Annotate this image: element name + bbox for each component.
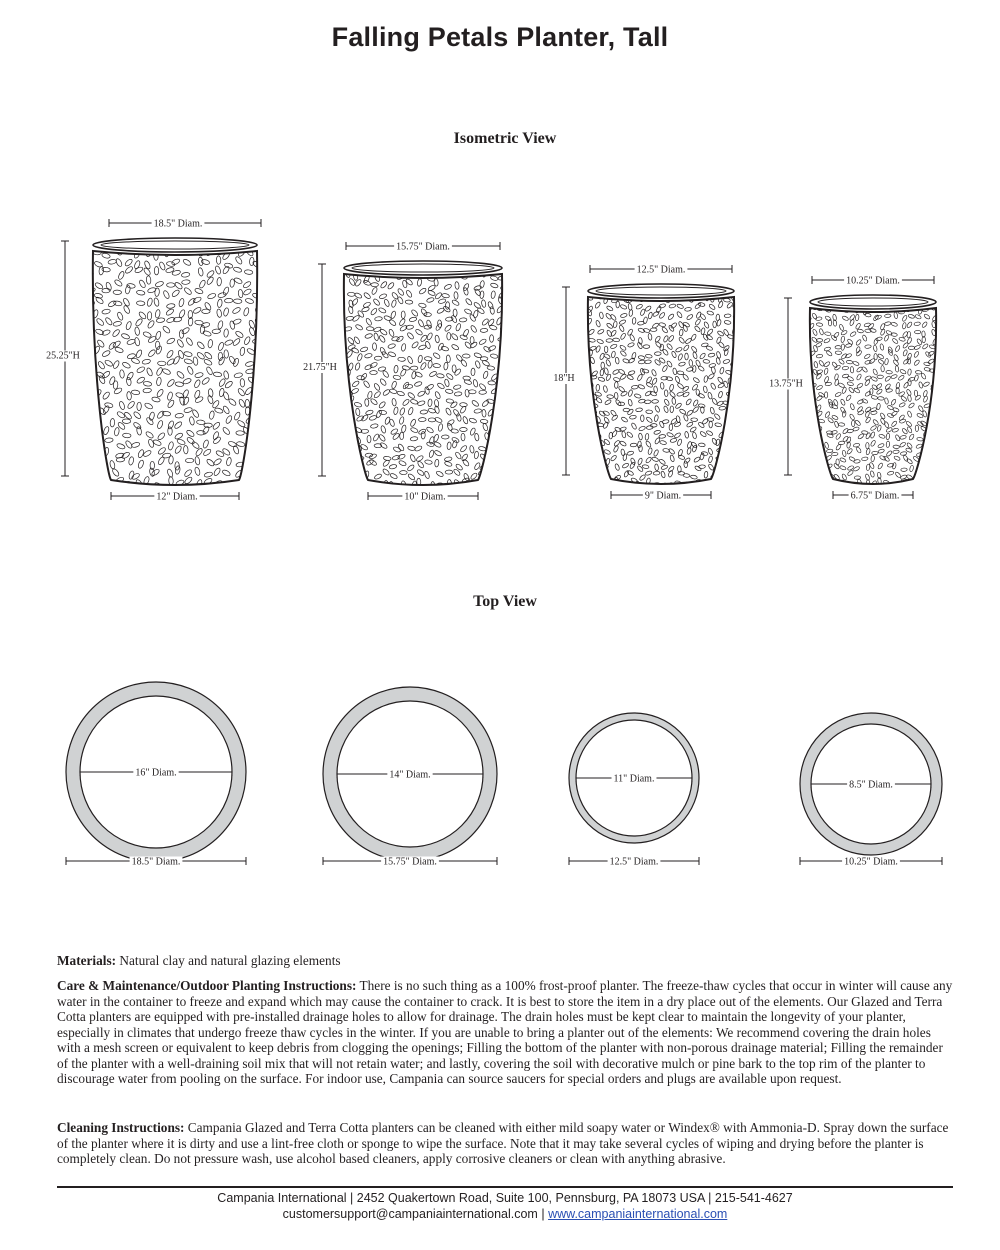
outer-diameter-label: 18.5" Diam. xyxy=(131,856,181,868)
top-diameter-label: 18.5" Diam. xyxy=(153,218,203,230)
materials-label: Materials: xyxy=(57,953,117,968)
care-text: There is no such thing as a 100% frost-proof planter. The freeze-thaw cycles that occur in winter will cause any water in the container to freeze and expand which may cause the container to crack. It is best to store the item in a dry place out of the elements. Our Glazed and Terra Cotta planters are equipped with pre-installed drainage holes to allow for drainage. The drain holes must be kept clear to maintain the longevity of your planter, especially in climates that undergo freeze thaw cycles in the winter. If you are unable to bring a planter out of the elements: We recommend covering the drain holes with a mesh screen or equivalent to keep debris from clogging the openings; Filling the bottom of the planter with non-porous drainage material; Filling the remainder of the planter with a well-draining soil mix that will not retain water; and lastly, covering the soil with decorative mulch or pine bark to the top rim of the planter to discourage water from pooling on the surface. For indoor use, Campania can source saucers for special orders and plugs are available upon request. xyxy=(57,978,953,1086)
footer-separator: | xyxy=(541,1207,545,1221)
planter-2 xyxy=(333,261,509,490)
care-label: Care & Maintenance/Outdoor Planting Instructions: xyxy=(57,978,357,993)
footer-contact xyxy=(0,1207,1000,1221)
inner-diameter-label: 8.5" Diam. xyxy=(849,779,893,791)
planter-3 xyxy=(578,284,741,490)
top-diameter-label: 12.5" Diam. xyxy=(636,264,686,276)
base-diameter-label: 9" Diam. xyxy=(644,490,682,502)
height-label: 18"H xyxy=(553,373,575,384)
top-diameter-label: 10.25" Diam. xyxy=(846,275,900,287)
height-label: 13.75"H xyxy=(769,378,803,390)
isometric-view-heading: Isometric View xyxy=(453,130,557,147)
top-diameter-label: 15.75" Diam. xyxy=(396,241,450,253)
inner-diameter-label: 11" Diam. xyxy=(613,773,655,785)
footer-address: Campania International | 2452 Quakertown Road, Suite 100, Pennsburg, PA 18073 USA | 215-541-4627 xyxy=(217,1191,793,1205)
base-diameter-label: 6.75" Diam. xyxy=(850,490,900,502)
outer-diameter-label: 15.75" Diam. xyxy=(383,856,437,868)
inner-diameter-label: 14" Diam. xyxy=(389,769,431,781)
base-diameter-label: 10" Diam. xyxy=(404,491,446,503)
outer-diameter-label: 12.5" Diam. xyxy=(609,856,659,868)
page-title: Falling Petals Planter, Tall xyxy=(331,22,669,52)
cleaning-label: Cleaning Instructions: xyxy=(57,1120,185,1135)
materials-text: Natural clay and natural glazing elements xyxy=(119,953,341,968)
footer-email: customersupport@campaniainternational.com xyxy=(282,1207,538,1221)
cleaning-text: Campania Glazed and Terra Cotta planters can be cleaned with either mild soapy water or Windex® with Ammonia-D. Spray down the surface of the planter where it is dirty and use a lint-free cloth or sponge to wipe the surface. Note that it may take several cycles of wiping and drying before the planter is completely clean. Do not pressure wash, use alcohol based cleaners, apply corrosive cleaners or clean with anything abrasive. xyxy=(57,1120,949,1166)
planter-4 xyxy=(801,295,939,488)
materials-paragraph xyxy=(57,953,957,969)
inner-diameter-label: 16" Diam. xyxy=(135,767,177,779)
height-label: 21.75"H xyxy=(303,362,337,373)
care-paragraph xyxy=(57,978,957,1087)
base-diameter-label: 12" Diam. xyxy=(156,491,198,503)
footer-divider xyxy=(57,1186,953,1188)
website-link[interactable]: www.campaniainternational.com xyxy=(548,1207,728,1221)
height-label: 25.25"H xyxy=(46,350,80,362)
cleaning-paragraph xyxy=(57,1120,957,1167)
outer-diameter-label: 10.25" Diam. xyxy=(844,856,898,868)
top-view-heading: Top View xyxy=(473,593,537,610)
planter-1 xyxy=(81,238,267,491)
